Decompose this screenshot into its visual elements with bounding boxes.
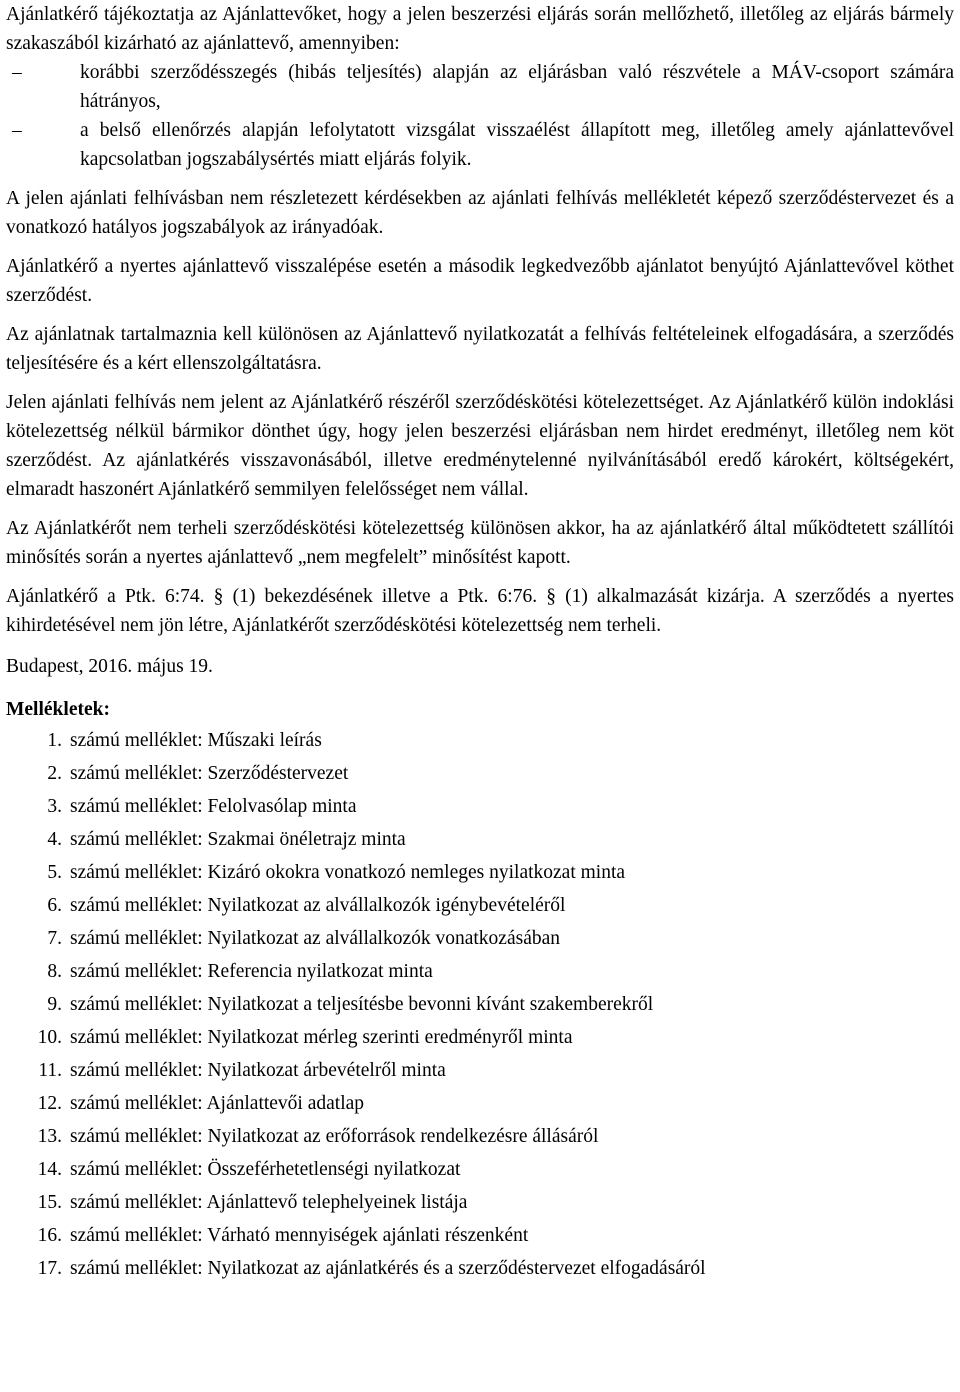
attachment-label: számú melléklet: Ajánlattevő telephelyeinek listája [70, 1192, 468, 1213]
attachment-label: számú melléklet: Nyilatkozat az alvállalkozók igénybevételéről [70, 895, 566, 916]
attachment-number: 13. [37, 1126, 62, 1147]
attachment-number: 14. [37, 1159, 62, 1180]
attachment-number: 4. [47, 829, 62, 850]
attachment-label: számú melléklet: Műszaki leírás [70, 730, 322, 751]
attachment-item [6, 922, 954, 955]
document-page [6, 0, 954, 1285]
attachment-item [6, 1054, 954, 1087]
attachment-number: 16. [37, 1225, 62, 1246]
attachment-item [6, 1120, 954, 1153]
body-paragraph: Ajánlatkérő a nyertes ajánlattevő visszalépése esetén a második legkedvezőbb ajánlatot benyújtó Ajánlattevővel köthet szerződést. [6, 256, 954, 306]
dash-bullet: – [12, 120, 22, 141]
attachment-item [6, 757, 954, 790]
attachment-item [6, 1021, 954, 1054]
exclusion-text: a belső ellenőrzés alapján lefolytatott vizsgálat visszaélést állapított meg, illetőleg amely ajánlattevővel kapcsolatban jogszabálysértés miatt eljárás folyik. [80, 120, 954, 170]
attachment-number: 8. [47, 961, 62, 982]
attachment-label: számú melléklet: Nyilatkozat az ajánlatkérés és a szerződéstervezet elfogadásáról [70, 1258, 706, 1279]
attachment-number: 3. [47, 796, 62, 817]
exclusion-item [6, 116, 954, 174]
attachment-item [6, 724, 954, 757]
attachment-item [6, 790, 954, 823]
attachment-number: 11. [38, 1060, 62, 1081]
intro-paragraph: Ajánlatkérő tájékoztatja az Ajánlattevőket, hogy a jelen beszerzési eljárás során mellőzhető, illetőleg az eljárás bármely szakaszából kizárható az ajánlattevő, amennyiben: [6, 4, 954, 54]
attachment-number: 15. [37, 1192, 62, 1213]
attachment-label: számú melléklet: Ajánlattevői adatlap [70, 1093, 365, 1114]
attachment-label: számú melléklet: Nyilatkozat az erőforrások rendelkezésre állásáról [70, 1126, 599, 1147]
body-paragraph: A jelen ajánlati felhívásban nem részletezett kérdésekben az ajánlati felhívás mellékletét képező szerződéstervezet és a vonatkozó hatályos jogszabályok az irányadóak. [6, 188, 954, 238]
attachment-label: számú melléklet: Felolvasólap minta [70, 796, 357, 817]
attachment-number: 9. [47, 994, 62, 1015]
attachment-label: számú melléklet: Nyilatkozat az alvállalkozók vonatkozásában [70, 928, 561, 949]
attachment-item [6, 889, 954, 922]
attachment-number: 1. [47, 730, 62, 751]
attachment-item [6, 988, 954, 1021]
body-paragraph: Jelen ajánlati felhívás nem jelent az Ajánlatkérő részéről szerződéskötési kötelezettséget. Az Ajánlatkérő külön indoklási kötelezettség nélkül bármikor dönthet úgy, hogy jelen beszerzési eljárásban nem hirdet eredményt, illetőleg nem köt szerződést. Az ajánlatkérés visszavonásából, illetve eredménytelenné nyilvánításából eredő károkért, költségekért, elmaradt haszonért Ajánlatkérő semmilyen felelősséget nem vállal. [6, 392, 954, 500]
attachment-item [6, 1219, 954, 1252]
attachment-number: 7. [47, 928, 62, 949]
attachment-item [6, 1087, 954, 1120]
attachment-label: számú melléklet: Referencia nyilatkozat minta [70, 961, 433, 982]
attachments-list [6, 724, 954, 1285]
attachment-number: 17. [37, 1258, 62, 1279]
exclusion-item [6, 58, 954, 116]
attachment-number: 12. [37, 1093, 62, 1114]
body-paragraph: Ajánlatkérő a Ptk. 6:74. § (1) bekezdésének illetve a Ptk. 6:76. § (1) alkalmazását kizárja. A szerződés a nyertes kihirdetésével nem jön létre, Ajánlatkérőt szerződéskötési kötelezettség nem terheli. [6, 586, 954, 636]
attachment-label: számú melléklet: Várható mennyiségek ajánlati részenként [70, 1225, 529, 1246]
attachment-label: számú melléklet: Kizáró okokra vonatkozó nemleges nyilatkozat minta [70, 862, 626, 883]
body-paragraph: Az ajánlatnak tartalmaznia kell különösen az Ajánlattevő nyilatkozatát a felhívás feltételeinek elfogadására, a szerződés teljesítésére és a kért ellenszolgáltatásra. [6, 324, 954, 374]
attachment-item [6, 1153, 954, 1186]
body-paragraph: Az Ajánlatkérőt nem terheli szerződéskötési kötelezettség különösen akkor, ha az ajánlatkérő által működtetett szállítói minősítés során a nyertes ajánlattevő „nem megfelelt” minősítést kapott. [6, 518, 954, 568]
attachment-item [6, 955, 954, 988]
attachment-label: számú melléklet: Szakmai önéletrajz minta [70, 829, 406, 850]
attachments-title: Mellékletek: [6, 699, 110, 720]
attachment-number: 2. [47, 763, 62, 784]
attachment-label: számú melléklet: Szerződéstervezet [70, 763, 349, 784]
attachment-label: számú melléklet: Összeférhetetlenségi nyilatkozat [70, 1159, 461, 1180]
attachment-item [6, 1252, 954, 1285]
attachment-label: számú melléklet: Nyilatkozat árbevételről minta [70, 1060, 446, 1081]
place-date: Budapest, 2016. május 19. [6, 656, 213, 677]
attachment-number: 10. [37, 1027, 62, 1048]
attachment-number: 5. [47, 862, 62, 883]
attachment-number: 6. [47, 895, 62, 916]
attachment-label: számú melléklet: Nyilatkozat mérleg szerinti eredményről minta [70, 1027, 573, 1048]
attachment-item [6, 823, 954, 856]
attachment-item [6, 1186, 954, 1219]
attachment-label: számú melléklet: Nyilatkozat a teljesítésbe bevonni kívánt szakemberekről [70, 994, 654, 1015]
attachment-item [6, 856, 954, 889]
dash-bullet: – [12, 62, 22, 83]
exclusion-text: korábbi szerződésszegés (hibás teljesítés) alapján az eljárásban való részvétele a MÁV-csoport számára hátrányos, [80, 62, 954, 112]
exclusion-list [6, 58, 954, 174]
